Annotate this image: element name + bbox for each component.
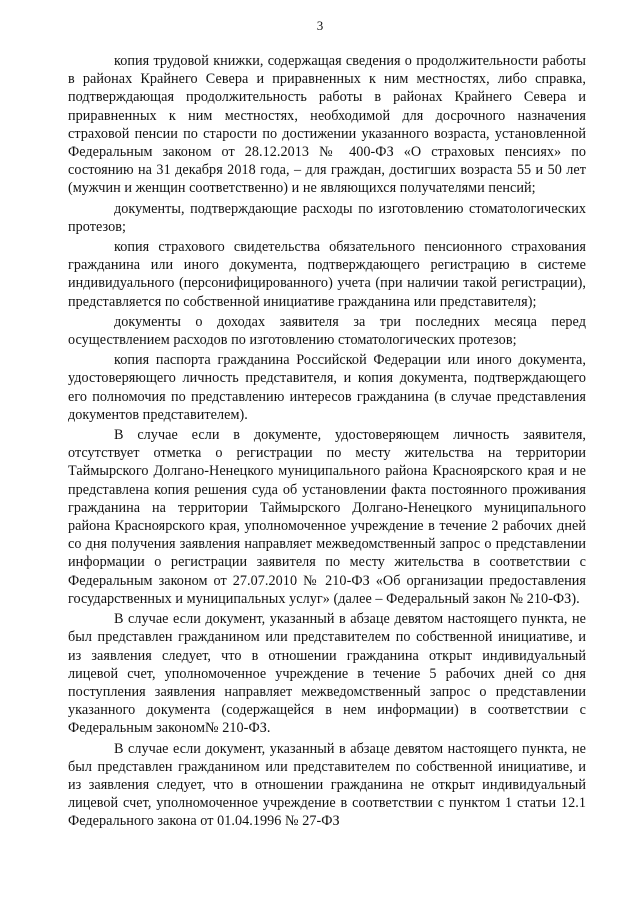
paragraph-passport-copy: копия паспорта гражданина Российской Федерации или иного документа, удостоверяющего личность представителя, и копия документа, подтверждающего его полномочия по представлению интересов гражданина (в случае представления документов представителем). <box>68 352 586 423</box>
paragraph-account-not-opened: В случае если документ, указанный в абзаце девятом настоящего пункта, не был представлен гражданином или представителем по собственной инициативе, и из заявления следует, что в отношении гражданина не открыт индивидуальный лицевой счет, уполномоченное учреждение в соответствии с пунктом 1 статьи 12.1 Федерального закона от 01.04.1996 № 27-ФЗ <box>68 740 586 830</box>
document-body <box>68 52 586 833</box>
paragraph-dental-expenses: документы, подтверждающие расходы по изготовлению стоматологических протезов; <box>68 200 586 235</box>
paragraph-residence-registration: В случае если в документе, удостоверяющем личность заявителя, отсутствует отметка о регистрации по месту жительства на территории Таймырского Долгано-Ненецкого муниципального района Красноярского края и не представлена копия решения суда об установлении факта постоянного проживания гражданина на территории Таймырского Долгано-Ненецкого муниципального района Красноярского края, уполномоченное учреждение в течение 2 рабочих дней со дня получения заявления направляет межведомственный запрос о представлении информации о регистрации заявителя по месту жительства в соответствии с Федеральным законом от 27.07.2010 № 210-ФЗ «Об организации предоставления государственных и муниципальных услуг» (далее – Федеральный закон № 210-ФЗ). <box>68 427 586 607</box>
paragraph-work-record: копия трудовой книжки, содержащая сведения о продолжительности работы в районах Крайнего Севера и приравненных к ним местностях, либо справка, подтверждающая продолжительность работы в районах Крайнего Севера и приравненных к ним местностях, необходимой для досрочного назначения страховой пенсии по старости по достижении указанного возраста, установленной Федеральным законом от 28.12.2013 № 400-ФЗ «О страховых пенсиях» по состоянию на 31 декабря 2018 года, – для граждан, достигших возраста 55 и 50 лет (мужчин и женщин соответственно) и не являющихся получателями пенсий; <box>68 53 586 197</box>
paragraph-account-opened: В случае если документ, указанный в абзаце девятом настоящего пункта, не был представлен гражданином или представителем по собственной инициативе, и из заявления следует, что в отношении гражданина открыт индивидуальный лицевой счет, уполномоченное учреждение в течение 5 рабочих дней со дня поступления заявления направляет межведомственный запрос о представлении указанного документа (содержащейся в нем информации) в соответствии с Федеральным законом№ 210-ФЗ. <box>68 611 586 737</box>
paragraph-insurance-certificate: копия страхового свидетельства обязательного пенсионного страхования гражданина или иного документа, подтверждающего регистрацию в системе индивидуального (персонифицированного) учета (при наличии такой регистрации), представляется по собственной инициативе гражданина или представителя); <box>68 239 586 310</box>
paragraph-income-documents: документы о доходах заявителя за три последних месяца перед осуществлением расходов по изготовлению стоматологических протезов; <box>68 313 586 349</box>
page-number: 3 <box>316 18 324 33</box>
